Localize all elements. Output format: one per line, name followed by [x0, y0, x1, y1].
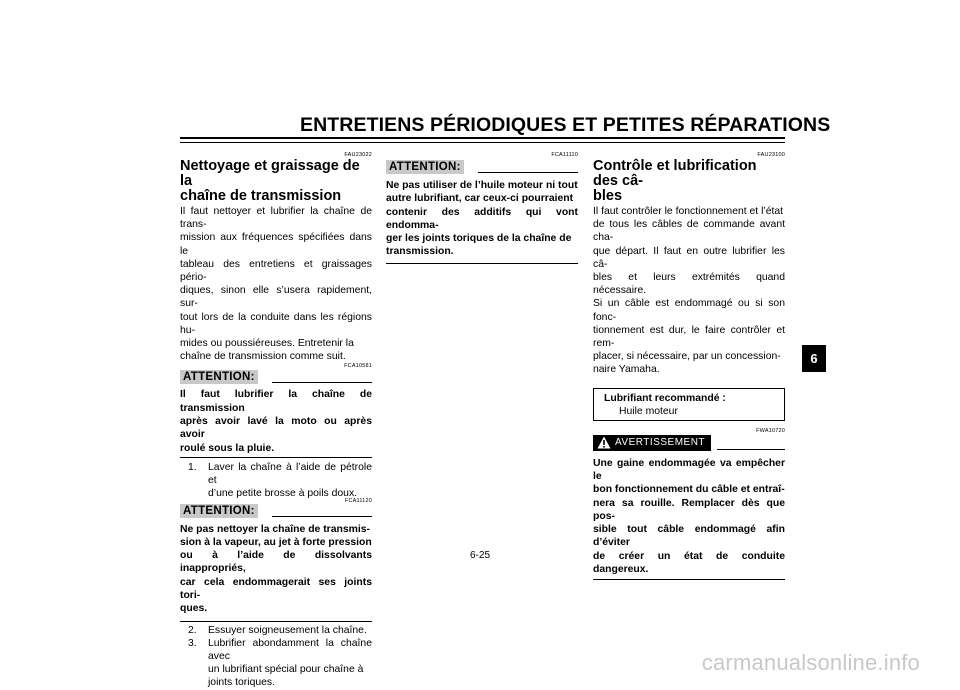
column-middle	[386, 152, 578, 264]
warning-text: Une gaine endommagée va empêcher le bon fonctionnement du câble et entraî- nera sa rouille. Remplacer dès que pos- sible tout câble endommagé afin d’éviter de créer un état de conduite dangereux.	[593, 457, 785, 576]
section-heading-cables: Contrôle et lubrification des câ- bles	[593, 158, 757, 204]
column-left	[180, 152, 372, 690]
page-header-title: ENTRETIENS PÉRIODIQUES ET PETITES RÉPARATIONS	[300, 114, 831, 136]
recommended-lubricant-box	[593, 388, 785, 421]
chapter-tab: 6	[802, 345, 826, 372]
attention-rule	[478, 172, 578, 173]
list-item: 1. Laver la chaîne à l’aide de pétrole et d’une petite brosse à poils doux.	[188, 461, 372, 500]
chain-intro-paragraph: Il faut nettoyer et lubrifier la chaîne de trans- mission aux fréquences spécifiées dans le tableau des entretiens et graissages pério- diques, sinon elle s’usera rapidement, sur- tout lors de la conduite dans les régions hu- mides ou poussiéreuses. Entretenir la chaîne de transmission comme suit.	[180, 206, 372, 363]
page-number: 6-25	[469, 550, 490, 561]
attention-rule	[272, 382, 372, 383]
list-item: 2. Essuyer soigneusement la chaîne.	[188, 624, 367, 636]
ref-code: FCA11120	[344, 497, 372, 504]
section-heading-chain: Nettoyage et graissage de la chaîne de transmission	[180, 158, 360, 204]
list-item: 3. Lubrifier abondamment la chaîne avec un lubrifiant spécial pour chaîne à joints toriques.	[188, 637, 372, 689]
watermark: carmanualsonline.info	[701, 650, 920, 675]
attention-header	[180, 504, 372, 518]
lubricant-value: Huile moteur	[619, 405, 678, 417]
ref-code: FAU23100	[757, 152, 785, 158]
attention-text: Ne pas utiliser de l’huile moteur ni tout autre lubrifiant, car ceux-ci pourraient contenir des additifs qui vont endomma- ger les joints toriques de la chaîne de transmission.	[386, 180, 578, 258]
attention-text: Il faut lubrifier la chaîne de transmission après avoir lavé la moto ou après avoir roulé sous la pluie.	[180, 389, 372, 454]
warning-label-box	[593, 435, 711, 451]
attention-end-rule	[386, 263, 578, 264]
attention-label: ATTENTION:	[180, 504, 258, 518]
attention-rule	[272, 516, 372, 517]
ref-code: FWA10720	[756, 427, 785, 434]
ref-code: FCA11110	[551, 152, 578, 158]
attention-end-rule	[180, 621, 372, 622]
attention-text: Ne pas nettoyer la chaîne de transmis- sion à la vapeur, au jet à forte pression ou à l’aide de dissolvants inappropriés, car cela endommagerait ses joints tori- ques.	[180, 523, 372, 615]
warning-header	[593, 435, 785, 451]
warning-end-rule	[593, 579, 785, 580]
attention-label: ATTENTION:	[386, 160, 464, 174]
header-rule	[180, 137, 785, 139]
ref-code: FCA10581	[344, 363, 372, 370]
lubricant-title: Lubrifiant recommandé :	[604, 392, 726, 404]
cables-paragraph: Il faut contrôler le fonctionnement et l’état de tous les câbles de commande avant cha- que départ. Il faut en outre lubrifier les câ- bles et leurs extrémités quand nécessaire. Si un câble est endommagé ou si son fonc- tionnement est dur, le faire contrôler et rem- placer, si nécessaire, par un concession- naire Yamaha.	[593, 206, 785, 376]
attention-label: ATTENTION:	[180, 370, 258, 384]
warning-label: AVERTISSEMENT	[615, 437, 706, 449]
warning-rule	[717, 449, 785, 450]
warning-triangle-icon	[597, 436, 611, 449]
header-rule-thin	[180, 142, 785, 143]
attention-header	[180, 370, 372, 384]
attention-header	[386, 160, 578, 174]
column-right	[593, 152, 785, 580]
ref-code: FAU23022	[344, 152, 372, 158]
attention-end-rule	[180, 457, 372, 458]
